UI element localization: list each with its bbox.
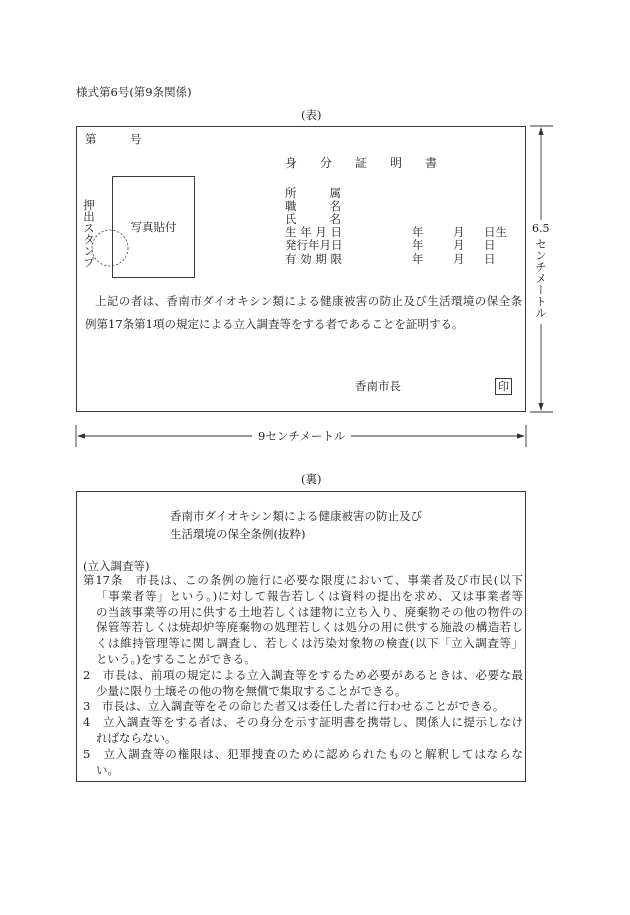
article-line: 第17条 市長は、この条例の施行に必要な限度において、事業者及び市民(以下 [83,573,523,587]
article-line: という。)をすることができる。 [96,651,256,666]
height-dimension-unit: センチメートル [535,236,547,324]
field-label-name: 氏 名 [285,212,341,226]
expiry-month: 月 [453,252,465,266]
article-line: 「事業者等」という。)に対して報告若しくは資料の提出を求め、又は事業者等 [96,588,523,603]
birth-date-day: 日生 [484,225,507,239]
expiry-year: 年 [412,252,424,266]
expiry-day: 日 [484,252,496,266]
seal-label: 印 [498,380,509,393]
width-arrow-left [77,433,85,438]
statement-line-1: 上記の者は、香南市ダイオキシン類による健康被害の防止及び生活環境の保全条 [95,294,522,308]
article-line: 保管等若しくは焼却炉等廃棄物の処理若しくは処分の用に供する施設の構造若し [96,620,523,635]
article-line: くは維持管理等に関し調査し、若しくは汚染対象物の検査(以下「立入調査等」 [96,636,523,651]
issue-date-year: 年 [412,238,424,252]
field-label-position: 職 名 [285,199,341,213]
width-arrow-right [517,433,525,438]
width-dimension-label: 9センチメートル [252,429,351,443]
article-caption: (立入調査等) [83,559,150,573]
paragraph-line: 少量に限り土壌その他の物を無償で集取することができる。 [96,683,407,698]
field-label-issue-date: 発行年月日 [285,238,343,252]
card-number-suffix: 号 [130,132,142,146]
back-title-line-1: 香南市ダイオキシン類による健康被害の防止及び [170,509,423,523]
birth-date-month: 月 [453,225,465,239]
height-arrow-top [538,127,543,135]
issuer: 香南市長 [355,379,401,393]
front-side-label: (表) [301,108,322,122]
issue-date-day: 日 [484,238,496,252]
photo-label: 写真貼付 [130,220,177,234]
height-arrow-bottom [538,403,543,411]
paragraph-line: 3 市長は、立入調査等をその命じた者又は委任した者に行わせることができる。 [83,699,505,714]
card-title: 身 分 証 明 書 [285,156,443,170]
back-title-line-2: 生活環境の保全条例(抜粋) [170,527,306,541]
field-label-birth-date: 生 年 月 日 [285,225,342,239]
field-label-affiliation: 所 属 [285,186,341,200]
paragraph-line: 4 立入調査等をする者は、その身分を示す証明書を携帯し、関係人に提示しなけ [83,715,523,730]
card-number-prefix: 第 [85,132,97,146]
height-dimension-value: 6.5 [532,220,550,238]
birth-date-year: 年 [412,225,424,239]
issue-date-month: 月 [453,238,465,252]
field-label-expiry: 有 効 期 限 [285,252,342,266]
paragraph-line: 2 市長は、前項の規定による立入調査等をするため必要があるときは、必要な最 [83,667,523,682]
paragraph-line: い。 [96,762,119,777]
statement-line-2: 例第17条第1項の規定による立入調査等をする者であることを証明する。 [85,317,464,331]
paragraph-line: 5 立入調査等の権限は、犯罪捜査のために認められたものと解釈してはならな [83,746,523,761]
paragraph-line: ればならない。 [96,730,177,745]
form-number: 様式第6号(第9条関係) [76,85,192,99]
stamp-circle [92,230,128,266]
stamp-label: 押出スタンプ [82,199,96,268]
article-line: の当該事業等の用に供する土地若しくは建物に立ち入り、廃棄物その他の物件の [96,604,523,619]
back-side-label: (裏) [301,472,322,486]
